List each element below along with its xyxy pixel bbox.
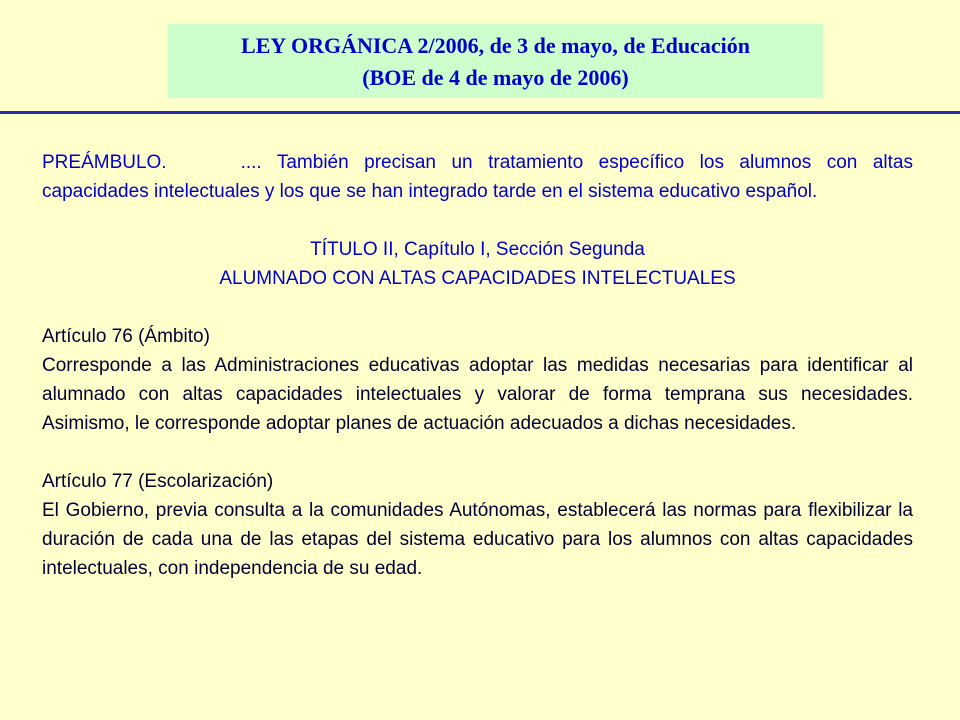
section-heading-line-1: TÍTULO II, Capítulo I, Sección Segunda [310,239,645,260]
article-title: Artículo 76 (Ámbito) [42,326,210,347]
preamble-text: .... También precisan un tratamiento específico los alumnos con altas capacidades intelectuales y los que se han integrado tarde en el sistema educativo español. [42,152,913,202]
section-heading [42,235,913,293]
section-heading-line-2: ALUMNADO CON ALTAS CAPACIDADES INTELECTUALES [219,268,736,289]
article-text: El Gobierno, previa consulta a la comunidades Autónomas, establecerá las normas para flexibilizar la duración de cada una de las etapas del sistema educativo para los alumnos con altas capacidades intelectuales, con independencia de su edad. [42,500,913,579]
title-line-2: (BOE de 4 de mayo de 2006) [362,65,629,90]
header-divider [0,111,960,114]
preamble-paragraph [42,148,913,206]
article-text: Corresponde a las Administraciones educativas adoptar las medidas necesarias para identificar al alumnado con altas capacidades intelectuales y valorar de forma temprana sus necesidades. Asimismo, le corresponde adoptar planes de actuación adecuados a dichas necesidades. [42,355,913,434]
preamble-label: PREÁMBULO. [42,152,167,173]
article-77 [42,467,913,583]
article-title: Artículo 77 (Escolarización) [42,471,274,492]
title-line-1: LEY ORGÁNICA 2/2006, de 3 de mayo, de Educación [241,33,750,58]
document-body [42,148,913,583]
article-76 [42,322,913,438]
title-box [168,24,823,98]
